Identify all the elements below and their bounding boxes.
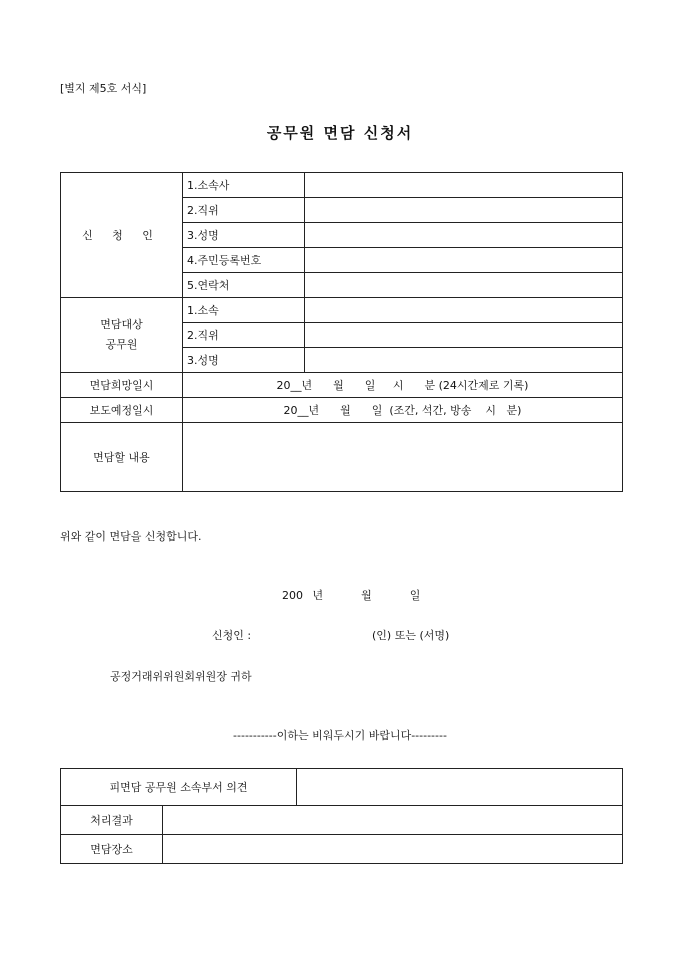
office-use-table xyxy=(60,768,623,864)
application-date: 200 년 월 일 xyxy=(282,589,421,602)
department-opinion-field[interactable] xyxy=(297,769,623,806)
hope-datetime-label: 면담희망일시 xyxy=(61,373,183,398)
target-row-affiliation-label: 1.소속 xyxy=(183,298,305,323)
meeting-content-label: 면담할 내용 xyxy=(61,423,183,492)
applicant-group-label: 신 청 인 xyxy=(61,173,183,298)
target-position-field[interactable] xyxy=(305,323,623,348)
applicant-position-field[interactable] xyxy=(305,198,623,223)
department-opinion-label: 피면담 공무원 소속부서 의견 xyxy=(61,769,297,806)
applicant-row-affiliation-label: 1.소속사 xyxy=(183,173,305,198)
applicant-row-position-label: 2.직위 xyxy=(183,198,305,223)
page-title: 공무원 면담 신청서 xyxy=(266,124,414,142)
meeting-place-field[interactable] xyxy=(163,835,623,864)
result-label: 처리결과 xyxy=(61,806,163,835)
applicant-affiliation-field[interactable] xyxy=(305,173,623,198)
statement-text: 위와 같이 면담을 신청합니다. xyxy=(60,530,202,543)
target-group-label: 면담대상 공무원 xyxy=(61,298,183,373)
target-row-name-label: 3.성명 xyxy=(183,348,305,373)
applicant-id-field[interactable] xyxy=(305,248,623,273)
applicant-name-field[interactable] xyxy=(305,223,623,248)
target-affiliation-field[interactable] xyxy=(305,298,623,323)
applicant-contact-field[interactable] xyxy=(305,273,623,298)
target-row-position-label: 2.직위 xyxy=(183,323,305,348)
office-use-divider: -----------이하는 비워두시기 바랍니다--------- xyxy=(233,729,447,742)
applicant-signature-label: 신청인 : xyxy=(212,629,252,642)
applicant-row-id-label: 4.주민등록번호 xyxy=(183,248,305,273)
addressee-text: 공정거래위위원회위원장 귀하 xyxy=(110,670,252,683)
result-field[interactable] xyxy=(163,806,623,835)
hope-datetime-field[interactable]: 20__년 월 일 시 분 (24시간제로 기록) xyxy=(183,373,623,398)
meeting-place-label: 면담장소 xyxy=(61,835,163,864)
applicant-row-name-label: 3.성명 xyxy=(183,223,305,248)
applicant-row-contact-label: 5.연락처 xyxy=(183,273,305,298)
seal-or-signature-text: (인) 또는 (서명) xyxy=(372,629,450,642)
application-table xyxy=(60,172,623,492)
form-label: [별지 제5호 서식] xyxy=(60,82,147,95)
report-datetime-field[interactable]: 20__년 월 일 (조간, 석간, 방송 시 분) xyxy=(183,398,623,423)
target-name-field[interactable] xyxy=(305,348,623,373)
meeting-content-field[interactable] xyxy=(183,423,623,492)
report-datetime-label: 보도예정일시 xyxy=(61,398,183,423)
